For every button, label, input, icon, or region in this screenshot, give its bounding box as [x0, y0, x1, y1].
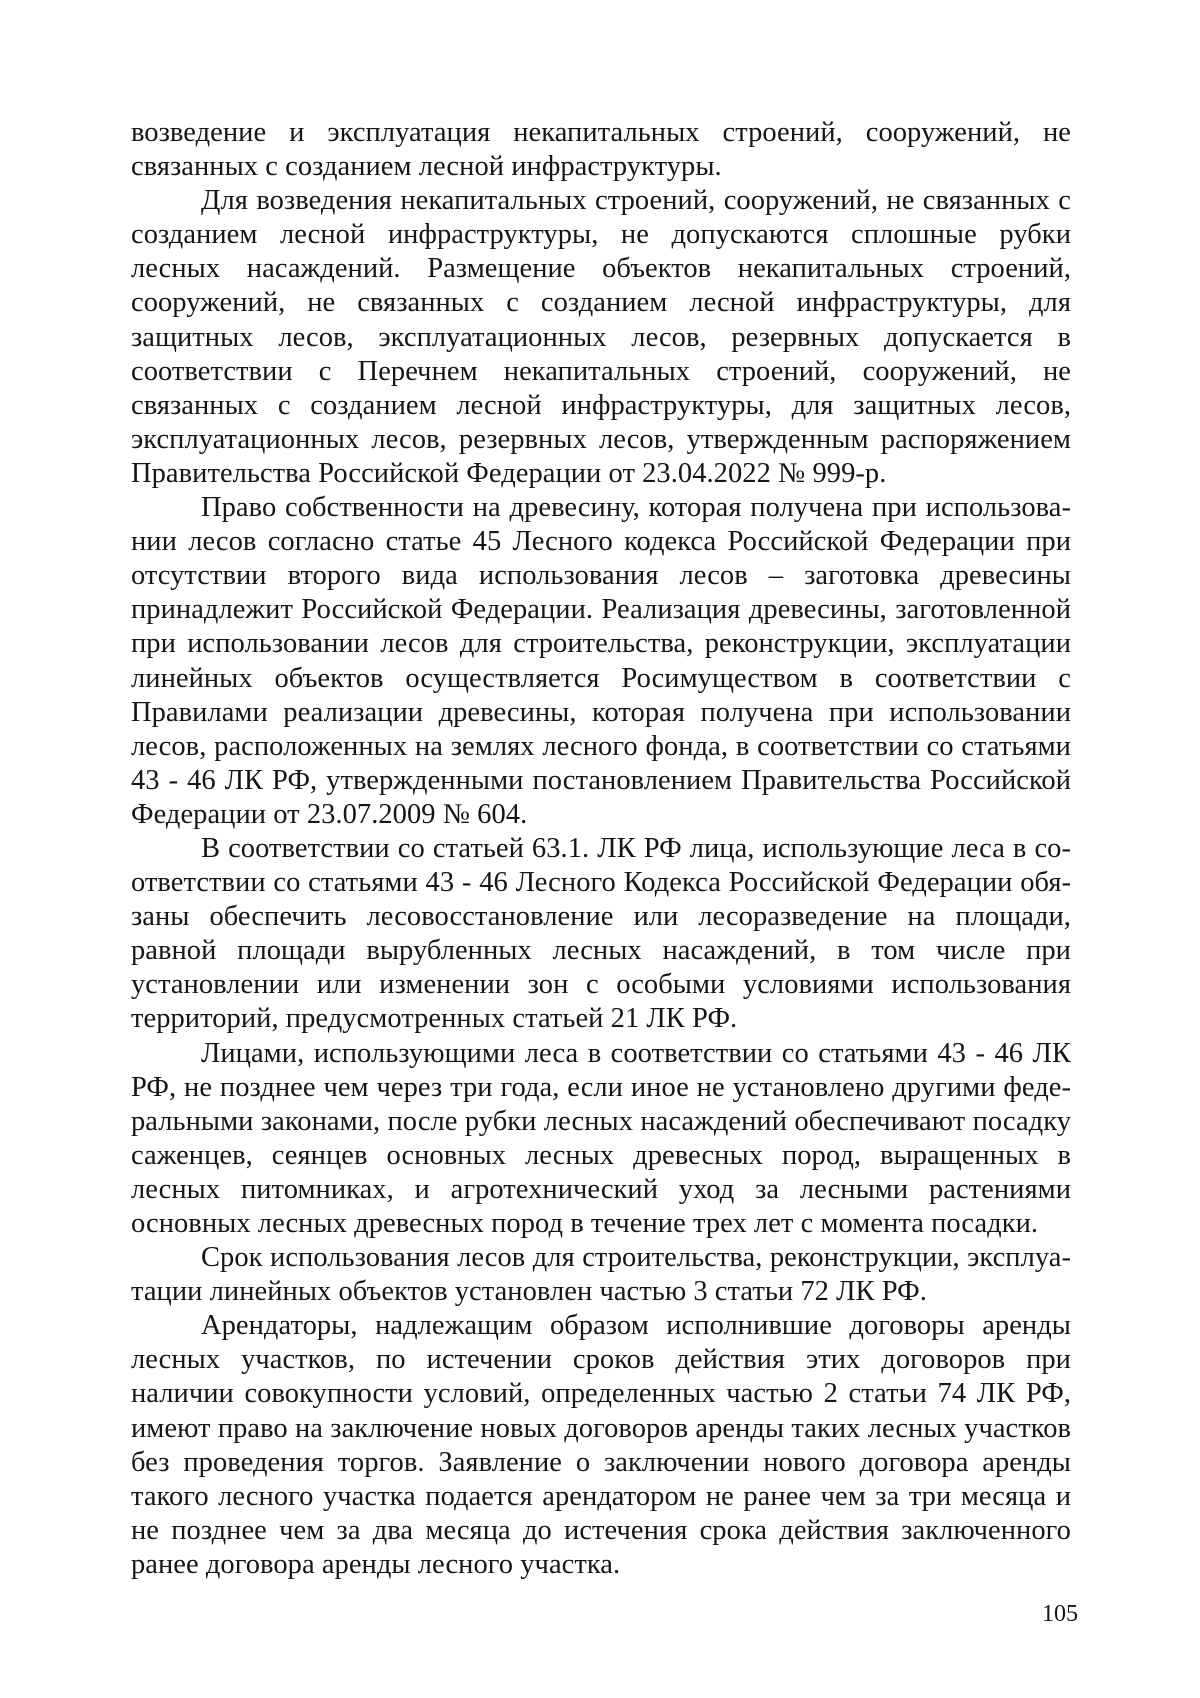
paragraph-timber-ownership: Право собственности на древесину, которая получена при использовании лесов согласно статье 45 Лесного кодекса Российской Федерации при отсутствии второго вида использования лесов – заготовка древесины принадлежит Российской Федерации. Реализация древесины, заготовленной при использовании лесов для строительства, реконструкции, эксплуатации линейных объектов осуществляется Росимуществом в соответствии с Правилами реализации древесины, которая получена при использовании лесов, расположенных на землях лесного фонда, в соответствии со статьями 43 - 46 ЛК РФ, утвержденными постановлением Правительства Российской Федерации от 23.07.2009 № 604.: [131, 492, 1071, 830]
body-text: [131, 116, 1071, 1582]
paragraph-planting-obligation: Лицами, использующими леса в соответствии со статьями 43 - 46 ЛК РФ, не позднее чем через три года, если иное не установлено другими федеральными законами, после рубки лесных насаждений обеспечивают посадку саженцев, сеянцев основных лесных древесных пород, выращенных в лесных питомниках, и агротехнический уход за лесными растениями основных лесных древесных пород в течение трех лет с момента посадки.: [131, 1037, 1071, 1239]
paragraph-noncapital-structures: Для возведения некапитальных строений, сооружений, не связанных с созданием лесной инфраструктуры, не допускаются сплошные рубки лесных насаждений. Размещение объектов некапитальных строений, сооружений, не связанных с созданием лесной инфраструктуры, для защитных лесов, эксплуатационных лесов, резервных допускается в соответствии с Перечнем некапитальных строений, сооружений, не связанных с созданием лесной инфраструктуры, для защитных лесов, эксплуатационных лесов, резервных лесов, утвержденным распоряжением Правительства Российской Федерации от 23.04.2022 № 999-р.: [131, 185, 1071, 489]
paragraph-usage-term: Срок использования лесов для строительства, реконструкции, эксплуатации линейных объектов установлен частью 3 статьи 72 ЛК РФ.: [131, 1242, 1071, 1308]
paragraph-reforestation-duty: В соответствии со статьей 63.1. ЛК РФ лица, использующие леса в соответствии со статьями 43 - 46 Лесного Кодекса Российской Федерации обязаны обеспечить лесовосстановление или лесоразведение на площади, равной площади вырубленных лесных насаждений, в том числе при установлении или изменении зон с особыми условиями использования территорий, предусмотренных статьей 21 ЛК РФ.: [131, 832, 1071, 1035]
page-number: 105: [1042, 1601, 1078, 1627]
paragraph-continuation: возведение и эксплуатация некапитальных строений, сооружений, не связанных с созданием лесной инфраструктуры.: [131, 117, 1071, 183]
paragraph-lease-renewal: Арендаторы, надлежащим образом исполнившие договоры аренды лесных участков, по истечении сроков действия этих договоров при наличии совокупности условий, определенных частью 2 статьи 74 ЛК РФ, имеют право на заключение новых договоров аренды таких лесных участков без проведения торгов. Заявление о заключении нового договора аренды такого лесного участка подается арендатором не ранее чем за три месяца и не позднее чем за два месяца до истечения срока действия заключенного ранее договора аренды лесного участка.: [131, 1310, 1071, 1580]
